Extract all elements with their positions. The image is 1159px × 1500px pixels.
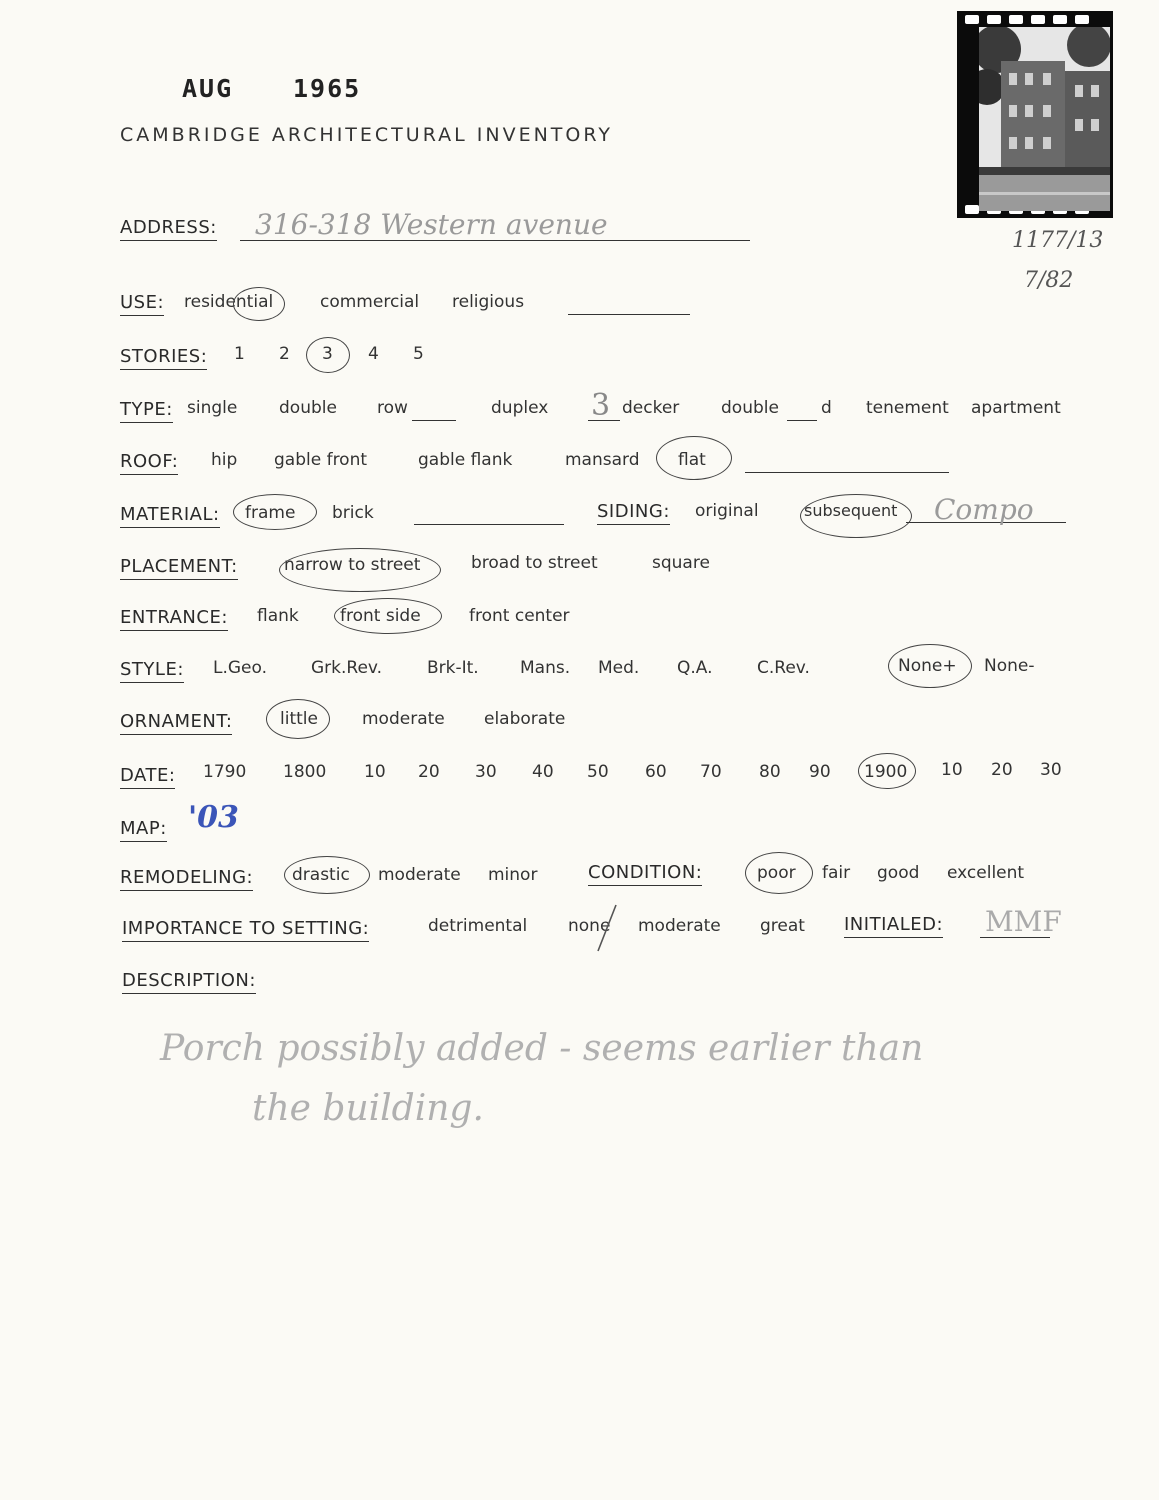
stories-option-5: 5	[413, 344, 424, 364]
roof-option-gable-front: gable front	[274, 450, 368, 470]
date-option-1920: 20	[991, 760, 1013, 780]
description-line-1: Porch possibly added - seems earlier than	[160, 1028, 924, 1069]
selected-mark	[745, 852, 813, 894]
roof-option-flat: flat	[678, 450, 706, 470]
type-option-double-d: double	[721, 398, 779, 418]
type-option-single: single	[187, 398, 238, 418]
address-label: ADDRESS:	[120, 217, 217, 241]
remodeling-option-drastic: drastic	[292, 865, 350, 885]
date-option-50: 50	[587, 762, 609, 782]
remodeling-option-moderate: moderate	[378, 865, 461, 885]
entrance-option-front-center: front center	[469, 606, 570, 626]
entrance-option-flank: flank	[257, 606, 299, 626]
material-option-brick: brick	[332, 503, 374, 523]
date-option-80: 80	[759, 762, 781, 782]
placement-option-narrow: narrow to street	[284, 555, 421, 575]
importance-label: IMPORTANCE TO SETTING:	[122, 918, 369, 942]
style-option-qa: Q.A.	[677, 658, 713, 678]
placement-label: PLACEMENT:	[120, 556, 238, 580]
date-option-1910: 10	[941, 760, 963, 780]
selected-mark	[334, 598, 442, 634]
stories-option-4: 4	[368, 344, 379, 364]
margin-note-1: 1177/13	[1012, 228, 1104, 253]
material-option-frame: frame	[245, 503, 296, 523]
style-label: STYLE:	[120, 659, 184, 683]
style-option-med: Med.	[598, 658, 640, 678]
remodeling-option-minor: minor	[488, 865, 538, 885]
initialed-value: MMF	[985, 905, 1062, 938]
type-option-tenement: tenement	[866, 398, 949, 418]
style-option-mans: Mans.	[520, 658, 571, 678]
stories-option-1: 1	[234, 344, 245, 364]
style-option-grkrev: Grk.Rev.	[311, 658, 383, 678]
date-option-10: 10	[364, 762, 386, 782]
use-option-residential: residential	[184, 292, 274, 312]
condition-option-excellent: excellent	[947, 863, 1025, 883]
siding-option-original: original	[695, 501, 759, 521]
header-month: AUG	[182, 74, 234, 103]
style-option-none-minus: None-	[984, 656, 1035, 676]
roof-label: ROOF:	[120, 451, 178, 475]
ornament-label: ORNAMENT:	[120, 711, 232, 735]
date-option-40: 40	[532, 762, 554, 782]
importance-option-detrimental: detrimental	[428, 916, 528, 936]
type-option-decker: decker	[622, 398, 680, 418]
type-decker-value: 3	[591, 388, 611, 423]
form-title: CAMBRIDGE ARCHITECTURAL INVENTORY	[120, 124, 613, 146]
placement-option-square: square	[652, 553, 710, 573]
selected-mark	[279, 548, 441, 592]
date-option-90: 90	[809, 762, 831, 782]
selected-mark	[800, 494, 912, 538]
entrance-option-front-side: front side	[340, 606, 421, 626]
margin-note-2: 7/82	[1024, 268, 1074, 293]
stories-option-2: 2	[279, 344, 290, 364]
date-option-1790: 1790	[203, 762, 247, 782]
stories-label: STORIES:	[120, 346, 207, 370]
selected-mark	[233, 494, 317, 530]
map-label: MAP:	[120, 818, 167, 842]
type-option-d: d	[821, 398, 832, 418]
remodeling-label: REMODELING:	[120, 867, 253, 891]
ornament-option-little: little	[280, 709, 318, 729]
entrance-label: ENTRANCE:	[120, 607, 228, 631]
importance-option-great: great	[760, 916, 805, 936]
date-label: DATE:	[120, 765, 175, 789]
condition-option-good: good	[877, 863, 920, 883]
date-option-30: 30	[475, 762, 497, 782]
condition-label: CONDITION:	[588, 862, 702, 886]
date-option-1900: 1900	[864, 762, 908, 782]
selected-mark	[284, 856, 370, 894]
siding-option-subsequent: subsequent	[804, 501, 898, 520]
ornament-option-elaborate: elaborate	[484, 709, 566, 729]
importance-option-moderate: moderate	[638, 916, 721, 936]
condition-option-fair: fair	[822, 863, 851, 883]
placement-option-broad: broad to street	[471, 553, 598, 573]
type-option-row: row	[377, 398, 408, 418]
condition-option-poor: poor	[757, 863, 796, 883]
date-option-1800: 1800	[283, 762, 327, 782]
ornament-option-moderate: moderate	[362, 709, 445, 729]
roof-option-gable-flank: gable flank	[418, 450, 513, 470]
type-option-apartment: apartment	[971, 398, 1061, 418]
initialed-label: INITIALED:	[844, 914, 943, 938]
address-value: 316-318 Western avenue	[255, 208, 608, 241]
selected-mark	[306, 337, 350, 373]
map-value: '03	[188, 800, 239, 835]
use-option-religious: religious	[452, 292, 525, 312]
date-option-1930: 30	[1040, 760, 1062, 780]
use-option-commercial: commercial	[320, 292, 420, 312]
style-option-brkit: Brk-It.	[427, 658, 479, 678]
roof-option-mansard: mansard	[565, 450, 640, 470]
roof-option-hip: hip	[211, 450, 238, 470]
header-year: 1965	[293, 74, 362, 103]
selected-mark	[266, 699, 330, 739]
style-option-none-plus: None+	[898, 656, 957, 676]
type-option-double: double	[279, 398, 337, 418]
selected-mark	[233, 287, 285, 321]
photo-image	[979, 27, 1110, 211]
use-label: USE:	[120, 292, 164, 316]
description-line-2: the building.	[252, 1088, 484, 1129]
date-option-20: 20	[418, 762, 440, 782]
importance-option-none: none	[568, 916, 611, 936]
slash-mark	[594, 902, 620, 954]
date-option-60: 60	[645, 762, 667, 782]
date-option-70: 70	[700, 762, 722, 782]
siding-value: Compo	[934, 493, 1034, 526]
selected-mark	[656, 436, 732, 480]
selected-mark	[858, 753, 916, 789]
type-option-duplex: duplex	[491, 398, 549, 418]
siding-label: SIDING:	[597, 501, 670, 525]
style-option-lgeo: L.Geo.	[213, 658, 268, 678]
type-label: TYPE:	[120, 399, 173, 423]
selected-mark	[888, 644, 972, 688]
building-photo	[957, 11, 1113, 218]
style-option-crev: C.Rev.	[757, 658, 810, 678]
material-label: MATERIAL:	[120, 504, 220, 528]
description-label: DESCRIPTION:	[122, 970, 256, 994]
stories-option-3: 3	[322, 344, 333, 364]
